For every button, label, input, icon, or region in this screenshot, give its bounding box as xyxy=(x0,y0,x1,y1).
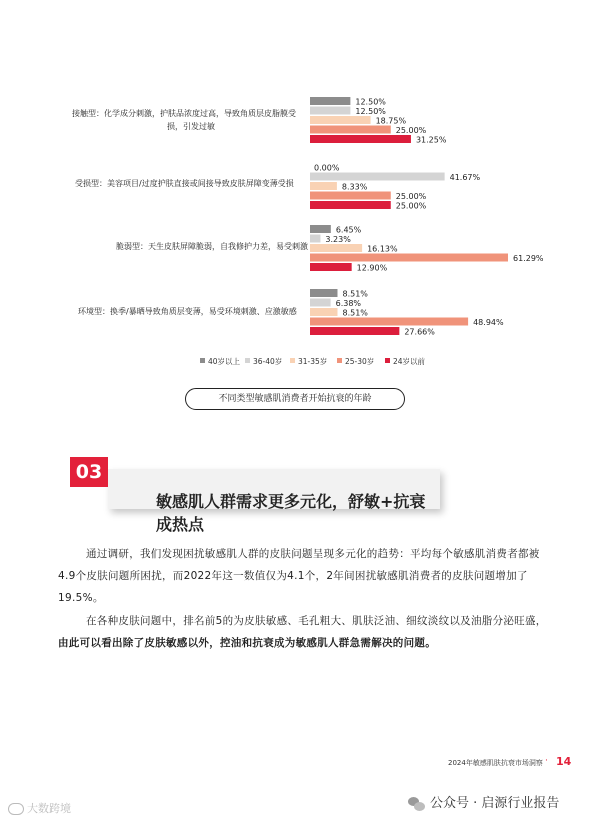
watermark-logo-icon xyxy=(8,803,24,815)
category-label: 受损型：美容项目/过度护肤直接或间接导致皮肤屏障变薄受损 xyxy=(75,179,294,188)
data-label: 0.00% xyxy=(314,163,340,173)
legend-label: 24岁以前 xyxy=(393,357,426,366)
bar xyxy=(310,254,508,262)
watermark-right-text: 公众号 · 启源行业报告 xyxy=(430,796,560,811)
bar xyxy=(310,107,350,115)
bar xyxy=(310,235,320,243)
category-label: 损，引发过敏 xyxy=(167,122,215,131)
bar xyxy=(310,289,337,297)
data-label: 25.00% xyxy=(395,192,427,201)
legend-swatch xyxy=(290,358,295,363)
footer-report-title: 2024年敏感肌肤抗衰市场洞察 xyxy=(448,759,543,767)
paragraph-2-line-1: 在各种皮肤问题中，排名前5的为皮肤敏感、毛孔粗大、肌肤泛油、细纹淡纹以及油脂分泌旺盛， xyxy=(86,615,547,627)
legend-swatch xyxy=(337,358,342,363)
paragraph-1-line-1: 通过调研，我们发现困扰敏感肌人群的皮肤问题呈现多元化的趋势：平均每个敏感肌消费者都被 xyxy=(86,548,540,560)
bar xyxy=(310,299,331,307)
watermark-right xyxy=(408,792,559,811)
section-title-bar xyxy=(108,469,440,534)
paragraph-2-line-2: 由此可以看出除了皮肤敏感以外，控油和抗衰成为敏感肌人群急需解决的问题。 xyxy=(58,637,436,649)
data-label: 8.33% xyxy=(341,182,368,192)
category-label: 接触型：化学成分刺激，护肤品浓度过高，导致角质层皮脂膜受 xyxy=(72,109,296,118)
bar xyxy=(310,126,391,134)
legend-swatch xyxy=(385,358,390,363)
category-label: 环境型：换季/暴晒导致角质层变薄，易受环境刺激、应激敏感 xyxy=(78,307,297,316)
bar xyxy=(310,173,445,181)
watermark-left-text: 大数跨境 xyxy=(27,802,71,815)
wechat-icon xyxy=(408,797,426,811)
data-label: 8.51% xyxy=(342,308,368,318)
data-label: 27.66% xyxy=(404,327,435,337)
footer-dot: · xyxy=(545,756,548,766)
legend-label: 25-30岁 xyxy=(345,357,375,366)
paragraph-1-line-2: 4.9个皮肤问题所困扰，而2022年这一数值仅为4.1个，2年间困扰敏感肌消费者的皮肤问题增加了 xyxy=(58,570,528,582)
data-label: 12.90% xyxy=(356,263,388,273)
bar xyxy=(310,225,331,233)
data-label: 41.67% xyxy=(449,173,481,182)
watermark-left xyxy=(8,800,71,816)
bar xyxy=(310,263,352,271)
legend-swatch xyxy=(245,358,250,363)
bar xyxy=(310,244,362,252)
bar xyxy=(310,135,411,143)
section-number-badge: 03 xyxy=(70,457,108,487)
bar xyxy=(310,201,391,209)
bar xyxy=(310,116,371,124)
data-label: 12.50% xyxy=(355,97,386,107)
section-title: 敏感肌人群需求更多元化，舒敏+抗衰成热点 xyxy=(156,492,426,534)
data-label: 18.75% xyxy=(375,116,407,126)
category-label: 脆弱型：天生皮肤屏障脆弱，自我修护力差，易受刺激 xyxy=(116,242,308,251)
paragraph-2 xyxy=(58,610,556,654)
paragraph-1-line-3: 19.5%。 xyxy=(58,592,104,604)
data-label: 6.45% xyxy=(335,225,362,235)
bar xyxy=(310,308,337,316)
legend-swatch xyxy=(200,358,205,363)
bar xyxy=(310,182,337,190)
data-label: 25.00% xyxy=(395,201,427,211)
data-label: 16.13% xyxy=(367,244,398,254)
data-label: 8.51% xyxy=(342,289,368,299)
section-heading xyxy=(70,457,448,534)
legend-label: 40岁以上 xyxy=(208,357,241,366)
data-label: 12.50% xyxy=(355,107,386,116)
bar xyxy=(310,97,350,105)
paragraph-1 xyxy=(58,543,556,609)
age-by-type-bar-chart xyxy=(0,0,612,380)
bar xyxy=(310,192,391,200)
bar xyxy=(310,327,399,335)
chart-caption: 不同类型敏感肌消费者开始抗衰的年龄 xyxy=(185,388,405,410)
page-number: 14 xyxy=(556,755,572,768)
data-label: 48.94% xyxy=(473,318,504,327)
data-label: 6.38% xyxy=(335,299,362,308)
legend-label: 36-40岁 xyxy=(253,357,283,366)
data-label: 3.23% xyxy=(325,235,351,244)
data-label: 31.25% xyxy=(415,135,447,145)
bar xyxy=(310,318,468,326)
data-label: 61.29% xyxy=(513,254,544,263)
legend-label: 31-35岁 xyxy=(298,357,328,366)
data-label: 25.00% xyxy=(395,126,427,135)
